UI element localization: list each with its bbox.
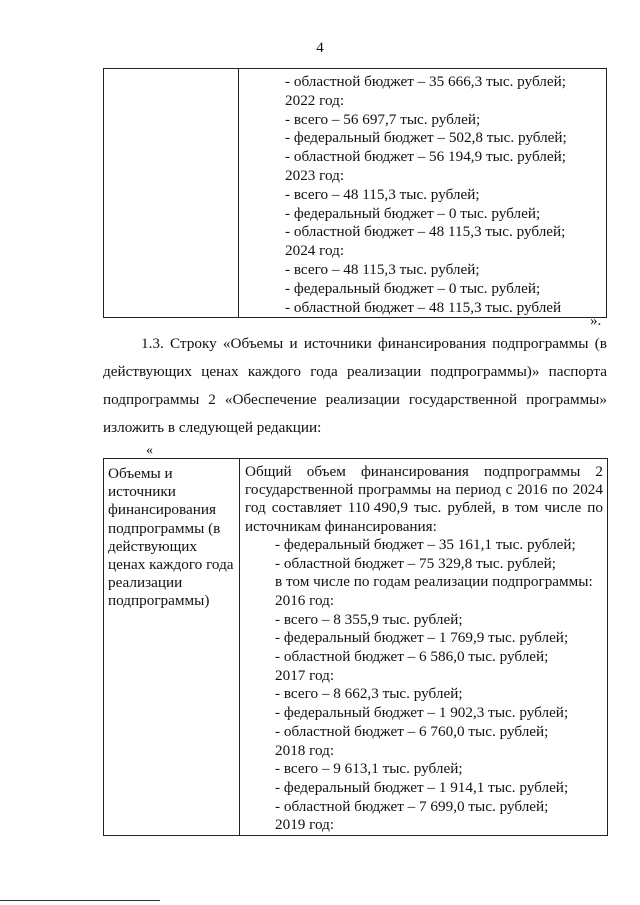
table2-intro-word: по bbox=[552, 481, 568, 499]
table2-list-line: - областной бюджет – 6 586,0 тыс. рублей; bbox=[275, 648, 549, 666]
table2-intro-word: том bbox=[515, 499, 539, 517]
table1-line: - федеральный бюджет – 0 тыс. рублей; bbox=[285, 204, 541, 222]
table2-list-line: - федеральный бюджет – 1 914,1 тыс. рублей; bbox=[275, 778, 569, 796]
table2-intro-word: составляет bbox=[271, 499, 342, 517]
table2-label-line: ценах каждого года bbox=[108, 556, 234, 574]
table1-line: - всего – 56 697,7 тыс. рублей; bbox=[285, 110, 481, 128]
paragraph-word: реализации bbox=[346, 363, 422, 380]
table2-list-line: - областной бюджет – 6 760,0 тыс. рублей; bbox=[275, 722, 549, 740]
opening-quote-mark: « bbox=[146, 443, 153, 458]
table2-intro-word: в bbox=[501, 499, 509, 517]
paragraph-word: (в bbox=[594, 335, 607, 352]
table2-intro-word: 2016 bbox=[517, 481, 548, 499]
table1-line: - всего – 48 115,3 тыс. рублей; bbox=[285, 185, 480, 203]
paragraph-line bbox=[103, 330, 607, 358]
table2-intro-line bbox=[245, 481, 603, 499]
paragraph-word: и bbox=[289, 335, 298, 352]
paragraph-word: программы» bbox=[526, 391, 607, 408]
paragraph-word: действующих bbox=[103, 363, 192, 380]
table2-intro-word: рублей, bbox=[447, 499, 496, 517]
paragraph-word: государственной bbox=[408, 391, 518, 408]
table2-intro-word: Общий bbox=[245, 463, 292, 480]
table2-intro-word: 110 490,9 bbox=[347, 499, 408, 517]
table2-intro-word: объем bbox=[306, 463, 346, 480]
paragraph-word: подпрограммы bbox=[103, 391, 200, 408]
table2-label-line: подпрограммы (в bbox=[108, 519, 221, 537]
table2-label-line: подпрограммы) bbox=[108, 592, 210, 610]
table2-intro-word: 2024 bbox=[572, 481, 603, 499]
table2-intro-word: год bbox=[245, 499, 266, 517]
table2-list bbox=[245, 536, 603, 835]
closing-quote-mark: ». bbox=[590, 313, 602, 329]
paragraph-word: Строку bbox=[170, 335, 217, 352]
table2-intro-word: программы bbox=[357, 481, 432, 499]
table2-intro-word: с bbox=[505, 481, 513, 499]
table2-list-line: - областной бюджет – 7 699,0 тыс. рублей; bbox=[275, 797, 549, 815]
table2-intro-word: государственной bbox=[245, 481, 354, 499]
paragraph-word: «Обеспечение bbox=[224, 391, 317, 408]
table2-intro-word: источникам финансирования: bbox=[245, 517, 437, 535]
page-number: 4 bbox=[316, 40, 324, 56]
table2-list-line: - областной бюджет – 75 329,8 тыс. рублей; bbox=[275, 554, 556, 572]
table2-list-line: - федеральный бюджет – 35 161,1 тыс. рублей; bbox=[275, 535, 576, 553]
table2-content-cell bbox=[240, 459, 608, 836]
table2-intro bbox=[245, 463, 603, 536]
table2-label-line: финансирования bbox=[108, 501, 216, 519]
table2-list-line: в том числе по годам реализации подпрограммы: bbox=[275, 573, 593, 591]
paragraph-word: источники bbox=[303, 335, 372, 352]
paragraph-word: 1.3. bbox=[141, 335, 164, 352]
table2-label-line: Объемы и bbox=[108, 465, 173, 482]
table1-line: 2022 год: bbox=[285, 91, 345, 109]
amendment-paragraph bbox=[103, 330, 607, 442]
table2-intro-word: на bbox=[435, 481, 451, 499]
table2-intro-word: подпрограммы bbox=[483, 463, 581, 480]
table2-list-line: - всего – 8 355,9 тыс. рублей; bbox=[275, 610, 463, 628]
table2-intro-line bbox=[245, 518, 603, 536]
paragraph-word: финансирования bbox=[377, 335, 486, 352]
table2-intro-word: числе bbox=[544, 499, 582, 517]
paragraph-line bbox=[103, 358, 607, 386]
table2-list-line: - федеральный бюджет – 1 769,9 тыс. рублей; bbox=[275, 629, 569, 647]
footnote-rule bbox=[0, 900, 160, 901]
table2-list-line: 2019 год: bbox=[275, 816, 335, 834]
paragraph-word: подпрограммы)» bbox=[430, 363, 540, 380]
table2-label-cell bbox=[104, 459, 240, 836]
table2-label-line: действующих bbox=[108, 537, 197, 555]
table2-list-line: 2016 год: bbox=[275, 591, 335, 609]
table2-intro-line bbox=[245, 499, 603, 517]
table2-list-line: - всего – 9 613,1 тыс. рублей; bbox=[275, 760, 463, 778]
table2-label-line: реализации bbox=[108, 574, 183, 592]
table1-line: - областной бюджет – 56 194,9 тыс. рублей; bbox=[285, 148, 566, 166]
table2-label-line: источники bbox=[108, 483, 176, 501]
table1-line: - федеральный бюджет – 0 тыс. рублей; bbox=[285, 279, 541, 297]
table2-list-line: - всего – 8 662,3 тыс. рублей; bbox=[275, 685, 463, 703]
table1-line: - областной бюджет – 48 115,3 тыс. рублей bbox=[285, 298, 562, 316]
table1-line: - федеральный бюджет – 502,8 тыс. рублей; bbox=[285, 129, 567, 147]
table2-intro-line bbox=[245, 463, 603, 481]
paragraph-word: подпрограммы bbox=[492, 335, 589, 352]
paragraph-word: года bbox=[310, 363, 338, 380]
table2-intro-word: период bbox=[455, 481, 501, 499]
table1-line: - всего – 48 115,3 тыс. рублей; bbox=[285, 260, 480, 278]
subprogram-funding-table bbox=[103, 458, 608, 836]
paragraph-word: каждого bbox=[247, 363, 301, 380]
table2-intro-word: по bbox=[587, 499, 603, 517]
paragraph-line bbox=[103, 386, 607, 414]
table1-lines bbox=[239, 69, 606, 317]
table2-intro-word: тыс. bbox=[413, 499, 442, 517]
table2-list-line: 2017 год: bbox=[275, 666, 335, 684]
paragraph-word: 2 bbox=[208, 391, 216, 408]
paragraph-word: ценах bbox=[201, 363, 239, 380]
table2-list-line: 2018 год: bbox=[275, 741, 335, 759]
funding-table-continued bbox=[103, 68, 607, 318]
table1-line: - областной бюджет – 48 115,3 тыс. рублей; bbox=[285, 223, 566, 241]
table1-left-cell bbox=[104, 69, 239, 318]
paragraph-word: «Объемы bbox=[222, 335, 284, 352]
paragraph-word: паспорта bbox=[548, 363, 607, 380]
paragraph-word: изложить в следующей редакции: bbox=[103, 419, 322, 436]
table2-intro-word: 2 bbox=[595, 463, 603, 480]
paragraph-word: реализации bbox=[325, 391, 400, 408]
table1-right-cell bbox=[239, 69, 607, 318]
table1-line: 2024 год: bbox=[285, 242, 345, 260]
paragraph-line bbox=[103, 414, 607, 442]
table2-intro-word: финансирования bbox=[360, 463, 469, 480]
table1-line: - областной бюджет – 35 666,3 тыс. рублей; bbox=[285, 73, 566, 90]
table2-list-line: - федеральный бюджет – 1 902,3 тыс. рублей; bbox=[275, 704, 569, 722]
table1-line: 2023 год: bbox=[285, 166, 345, 184]
